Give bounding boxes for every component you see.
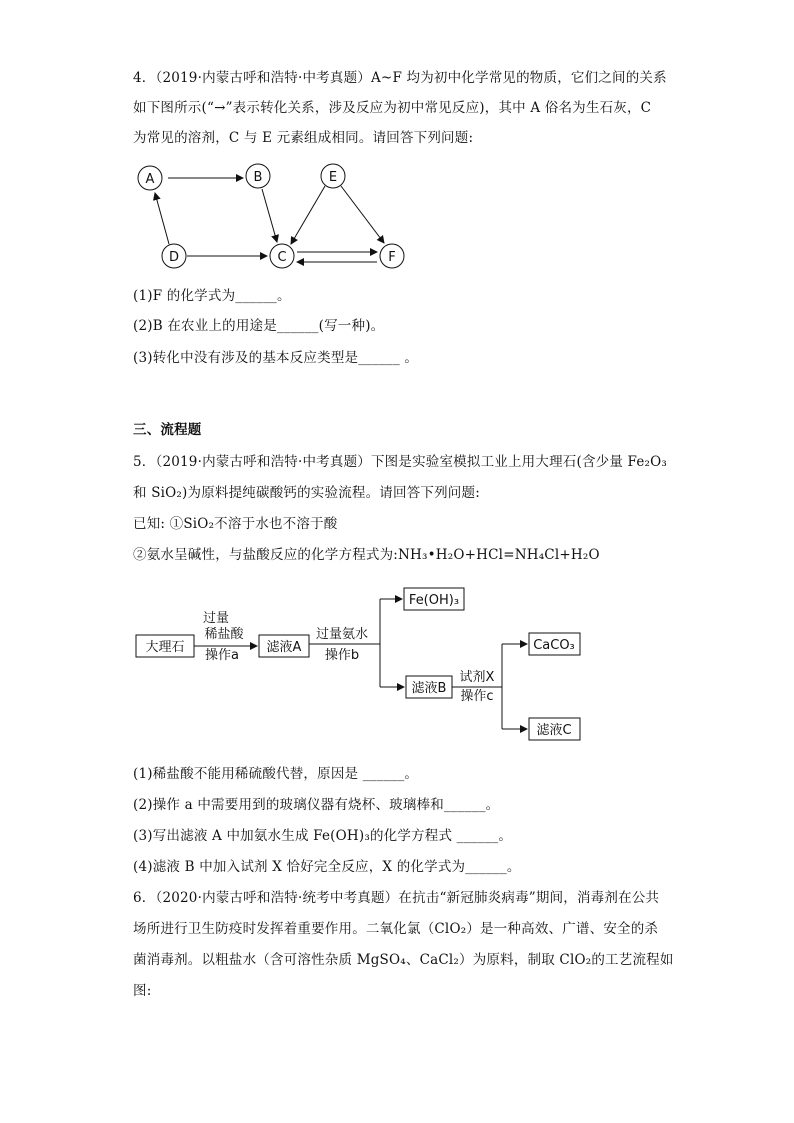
q5-sub-question-2: (2)操作 a 中需要用到的玻璃仪器有烧杯、玻璃棒和______。 [133, 797, 500, 813]
arrow-e-to-f [341, 186, 384, 243]
box-filtrate-b [406, 676, 452, 698]
svg-text:大理石: 大理石 [145, 640, 185, 655]
node-a [138, 166, 162, 190]
q4-sub-question-2: (2)B 在农业上的用途是______(写一种)。 [133, 318, 385, 334]
svg-text:滤液C: 滤液C [536, 723, 572, 738]
label-operation-b: 操作b [324, 648, 360, 663]
box-filtrate-a [259, 635, 309, 657]
svg-text:Fe(OH)₃: Fe(OH)₃ [408, 593, 460, 608]
q5-stem-line-2: 和 SiO₂)为原料提纯碳酸钙的实验流程。请回答下列问题: [133, 485, 480, 501]
q4-stem-line-2: 如下图所示(“→”表示转化关系，涉及反应为初中常见反应)，其中 A 俗名为生石灰，C [133, 100, 652, 116]
node-f [380, 244, 404, 268]
node-b [246, 164, 270, 188]
svg-text:E: E [328, 170, 338, 185]
svg-text:滤液B: 滤液B [411, 681, 447, 696]
node-c [270, 244, 294, 268]
q5-sub-question-3: (3)写出滤液 A 中加氨水生成 Fe(OH)₃的化学方程式 ______。 [133, 828, 513, 844]
q6-stem-line-3: 菌消毒剂。以粗盐水（含可溶性杂质 MgSO₄、CaCl₂）为原料，制取 ClO₂的工艺流程如 [133, 952, 674, 968]
node-d [162, 244, 186, 268]
svg-text:F: F [388, 250, 396, 265]
node-e [321, 164, 345, 188]
svg-text:滤液A: 滤液A [266, 640, 302, 655]
label-operation-a: 操作a [205, 648, 239, 663]
q6-stem-line-1: 6．（2020·内蒙古呼和浩特·统考中考真题）在抗击“新冠肺炎病毒”期间，消毒剂在公共 [133, 890, 660, 906]
q4-sub-question-3: (3)转化中没有涉及的基本反应类型是______ 。 [133, 350, 419, 366]
label-reagent-2: 过量氨水 [315, 627, 369, 642]
q4-stem-line-1: 4．（2019·内蒙古呼和浩特·中考真题）A~F 均为初中化学常见的物质，它们之间的关系 [133, 70, 667, 86]
q4-stem-line-3: 为常见的溶剂，C 与 E 元素组成相同。请回答下列问题: [133, 130, 474, 146]
svg-text:CaCO₃: CaCO₃ [533, 638, 575, 653]
q5-sub-question-1: (1)稀盐酸不能用稀硫酸代替，原因是 ______。 [133, 766, 419, 782]
q6-stem-line-4: 图: [133, 983, 152, 999]
q5-known-1: 已知: ①SiO₂不溶于水也不溶于酸 [133, 516, 338, 532]
arrow-e-to-c [291, 186, 325, 244]
section-heading: 三、流程题 [133, 422, 202, 438]
q5-stem-line-1: 5．（2019·内蒙古呼和浩特·中考真题）下图是实验室模拟工业上用大理石(含少量 Fe₂O₃ [133, 454, 668, 470]
svg-text:B: B [253, 170, 263, 185]
q5-known-2: ②氨水呈碱性，与盐酸反应的化学方程式为:NH₃•H₂O+HCl=NH₄Cl+H₂O [133, 547, 600, 563]
label-reagent-1-line-1: 过量 [202, 611, 230, 626]
svg-text:D: D [168, 250, 180, 265]
box-caco3 [529, 633, 580, 655]
svg-text:C: C [277, 250, 287, 265]
box-marble [136, 635, 194, 657]
arrow-d-to-a [155, 193, 169, 244]
q6-stem-line-2: 场所进行卫生防疫时发挥着重要作用。二氧化氯（ClO₂）是一种高效、广谱、安全的杀 [133, 921, 659, 937]
box-feoh3 [404, 588, 464, 610]
arrow-b-to-c [262, 189, 277, 242]
label-reagent-x: 试剂X [459, 670, 495, 685]
q5-process-flowchart [130, 582, 590, 747]
label-reagent-1-line-2: 稀盐酸 [204, 627, 244, 642]
box-filtrate-c [529, 718, 580, 740]
q4-relationship-diagram [125, 158, 425, 278]
q4-sub-question-1: (1)F 的化学式为______。 [133, 288, 291, 304]
svg-text:A: A [145, 172, 155, 187]
label-operation-c: 操作c [460, 689, 494, 704]
q5-sub-question-4: (4)滤液 B 中加入试剂 X 恰好完全反应，X 的化学式为______。 [133, 859, 521, 875]
